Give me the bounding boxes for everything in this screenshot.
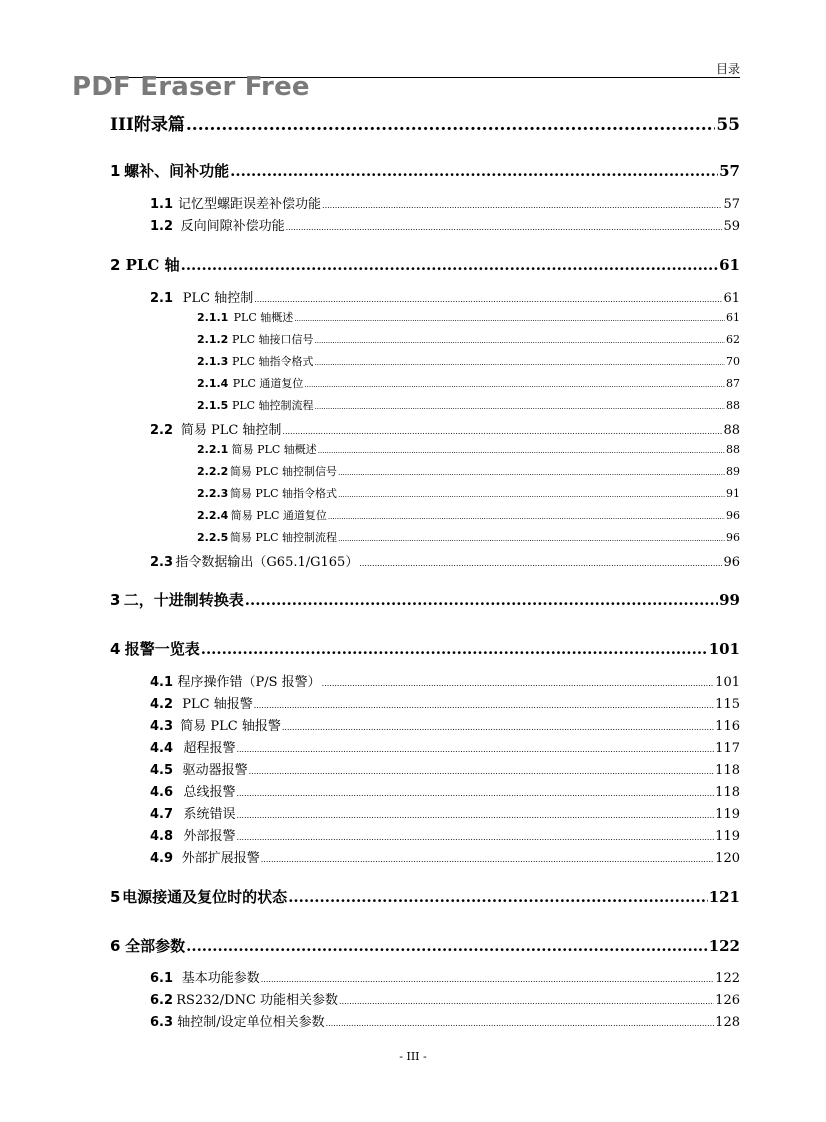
toc-entry-number: 1.2	[150, 219, 174, 234]
toc-entry-number: 4.6	[150, 785, 174, 800]
toc-entry-page: 96	[726, 509, 740, 522]
toc-dot-leader	[286, 219, 723, 234]
toc-entry-number: 6.3	[150, 1015, 174, 1030]
toc-entry-page: 116	[715, 719, 740, 734]
toc-entry-title: 螺补、间补功能	[124, 162, 230, 180]
toc-entry-number: 1	[110, 162, 121, 180]
toc-entry-title: PLC 轴报警	[182, 697, 253, 712]
toc-entry-number: 6.1	[150, 971, 174, 986]
toc-entry-page: 88	[723, 423, 740, 438]
toc-dot-leader	[186, 937, 708, 955]
toc-chapter-entry[interactable]	[110, 886, 740, 907]
toc-part-title: 附录篇	[133, 115, 185, 135]
toc-section-entry[interactable]	[150, 759, 740, 778]
toc-dot-leader	[318, 443, 725, 456]
toc-section-entry[interactable]	[150, 671, 740, 690]
toc-entry-number: 2.2	[150, 423, 174, 438]
toc-entry-title: PLC 轴接口信号	[231, 333, 314, 346]
toc-entry-title: 总线报警	[183, 785, 236, 800]
toc-entry-title: RS232/DNC 功能相关参数	[176, 993, 339, 1008]
toc-subsection-entry[interactable]	[197, 463, 740, 479]
toc-entry-title: 简易 PLC 轴控制流程	[229, 531, 338, 544]
toc-entry-title: 全部参数	[125, 937, 186, 955]
toc-subsection-entry[interactable]	[197, 485, 740, 501]
toc-entry-title: 电源接通及复位时的状态	[122, 888, 288, 906]
toc-section-entry[interactable]	[150, 715, 740, 734]
toc-entry-number: 4.4	[150, 741, 174, 756]
toc-entry-title: 报警一览表	[124, 640, 200, 658]
toc-dot-leader	[315, 333, 725, 346]
toc-dot-leader	[338, 487, 725, 500]
toc-entry-title: 指令数据输出（G65.1/G165）	[175, 555, 359, 570]
toc-entry-number: 2.2.4	[197, 509, 229, 522]
toc-entry-page: 118	[715, 763, 740, 778]
toc-section-entry[interactable]	[150, 781, 740, 800]
toc-dot-leader	[236, 829, 714, 844]
toc-entry-page: 115	[715, 697, 740, 712]
header-title: 目录	[715, 62, 740, 76]
watermark: PDF Eraser Free	[72, 72, 310, 102]
toc-section-entry[interactable]	[150, 1011, 740, 1030]
toc-part-number: III	[110, 115, 134, 135]
toc-entry-number: 2.1.3	[197, 355, 229, 368]
toc-subsection-entry[interactable]	[197, 331, 740, 347]
toc-entry-number: 3	[110, 591, 121, 609]
toc-section-entry[interactable]	[150, 215, 740, 234]
toc-section-entry[interactable]	[150, 967, 740, 986]
toc-entry-page: 70	[726, 355, 740, 368]
toc-entry-number: 2.1	[150, 291, 174, 306]
toc-entry-page: 59	[723, 219, 740, 234]
toc-section-entry[interactable]	[150, 551, 740, 570]
toc-dot-leader	[236, 741, 714, 756]
toc-entry-number: 4.5	[150, 763, 174, 778]
toc-entry-page: 61	[723, 291, 740, 306]
toc-entry-title: 简易 PLC 轴控制信号	[229, 465, 338, 478]
toc-entry-number: 1.1	[150, 197, 174, 212]
toc-section-entry[interactable]	[150, 847, 740, 866]
toc-dot-leader	[261, 851, 714, 866]
toc-entry-number: 4.1	[150, 675, 174, 690]
toc-entry-number: 2.2.1	[197, 443, 229, 456]
toc-section-entry[interactable]	[150, 989, 740, 1008]
toc-dot-leader	[328, 509, 725, 522]
toc-entry-title: 程序操作错（P/S 报警）	[177, 675, 321, 690]
toc-section-entry[interactable]	[150, 287, 740, 306]
toc-entry-number: 2.2.3	[197, 487, 229, 500]
toc-entry-page: 87	[726, 377, 740, 390]
toc-dot-leader	[186, 115, 715, 135]
toc-entry-title: 记忆型螺距误差补偿功能	[178, 197, 322, 212]
toc-entry-page: 57	[719, 162, 740, 180]
toc-entry-number: 2.2.2	[197, 465, 229, 478]
toc-entry-title: 反向间隙补偿功能	[180, 219, 285, 234]
toc-subsection-entry[interactable]	[197, 309, 740, 325]
toc-chapter-entry[interactable]	[110, 638, 740, 659]
toc-subsection-entry[interactable]	[197, 507, 740, 523]
toc-entry-title: PLC 轴指令格式	[231, 355, 314, 368]
toc-entry-page: 118	[715, 785, 740, 800]
toc-entry-number: 4.7	[150, 807, 174, 822]
toc-entry-title: 超程报警	[183, 741, 236, 756]
toc-entry-title: PLC 通道复位	[232, 377, 304, 390]
toc-dot-leader	[304, 377, 725, 390]
toc-dot-leader	[322, 675, 715, 690]
toc-section-entry[interactable]	[150, 419, 740, 438]
toc-dot-leader	[359, 555, 722, 570]
toc-dot-leader	[236, 785, 714, 800]
toc-entry-number: 6.2	[150, 993, 174, 1008]
toc-entry-title: 外部报警	[183, 829, 236, 844]
toc-entry-page: 57	[723, 197, 740, 212]
toc-dot-leader	[201, 640, 708, 658]
toc-entry-title: PLC 轴控制流程	[231, 399, 314, 412]
toc-entry-title: 二，十进制转换表	[123, 591, 244, 609]
toc-entry-page: 126	[715, 993, 740, 1008]
toc-section-entry[interactable]	[150, 193, 740, 212]
toc-entry-page: 119	[715, 829, 740, 844]
toc-entry-page: 89	[726, 465, 740, 478]
toc-entry-title: PLC 轴	[125, 256, 180, 274]
toc-entry-page: 122	[715, 971, 740, 986]
toc-dot-leader	[181, 256, 719, 274]
toc-dot-leader	[322, 197, 722, 212]
toc-entry-title: 轴控制/设定单位相关参数	[177, 1015, 325, 1030]
toc-entry-page: 121	[708, 888, 740, 906]
toc-entry-number: 5	[110, 888, 121, 906]
toc-entry-number: 2.3	[150, 555, 174, 570]
toc-entry-page: 62	[726, 333, 740, 346]
toc-chapter-entry[interactable]	[110, 254, 740, 275]
toc-dot-leader	[326, 1015, 715, 1030]
toc-dot-leader	[338, 465, 725, 478]
toc-entry-page: 88	[726, 399, 740, 412]
toc-entry-number: 4.8	[150, 829, 174, 844]
toc-dot-leader	[230, 162, 718, 180]
toc-dot-leader	[261, 971, 714, 986]
toc-dot-leader	[315, 355, 725, 368]
toc-entry-number: 2	[110, 256, 121, 274]
toc-entry-page: 128	[715, 1015, 740, 1030]
toc-dot-leader	[282, 719, 714, 734]
toc-section-entry[interactable]	[150, 737, 740, 756]
toc-dot-leader	[249, 763, 715, 778]
toc-entry-title: 简易 PLC 轴控制	[180, 423, 282, 438]
toc-entry-page: 88	[726, 443, 740, 456]
toc-entry-title: 外部扩展报警	[181, 851, 260, 866]
toc-entry-page: 96	[723, 555, 740, 570]
toc-entry-page: 101	[715, 675, 740, 690]
toc-section-entry[interactable]	[150, 825, 740, 844]
toc-section-entry[interactable]	[150, 693, 740, 712]
toc-entry-page: 117	[715, 741, 740, 756]
toc-dot-leader	[339, 993, 714, 1008]
toc-entry-page: 61	[719, 256, 740, 274]
toc-dot-leader	[254, 697, 714, 712]
toc-entry-number: 2.1.1	[197, 311, 229, 324]
toc-entry-page: 96	[726, 531, 740, 544]
toc-entry-number: 2.1.5	[197, 399, 229, 412]
toc-entry-number: 4.9	[150, 851, 174, 866]
toc-entry-page: 119	[715, 807, 740, 822]
toc-dot-leader	[254, 291, 722, 306]
toc-dot-leader	[282, 423, 722, 438]
page-number: - III -	[399, 1050, 427, 1063]
toc-entry-title: PLC 轴控制	[182, 291, 254, 306]
toc-entry-title: 基本功能参数	[181, 971, 260, 986]
toc-subsection-entry[interactable]	[197, 353, 740, 369]
toc-section-entry[interactable]	[150, 803, 740, 822]
toc-entry-number: 2.1.2	[197, 333, 229, 346]
toc-entry-number: 4.3	[150, 719, 174, 734]
toc-subsection-entry[interactable]	[197, 529, 740, 545]
toc-chapter-entry[interactable]	[110, 160, 740, 181]
toc-entry-page: 122	[708, 937, 740, 955]
toc-dot-leader	[294, 311, 725, 324]
toc-part-entry[interactable]	[110, 110, 740, 135]
toc-entry-number: 4	[110, 640, 121, 658]
toc-dot-leader	[236, 807, 714, 822]
toc-dot-leader	[315, 399, 725, 412]
toc-entry-title: 简易 PLC 通道复位	[230, 509, 327, 522]
toc-entry-page: 101	[708, 640, 740, 658]
toc-entry-page: 91	[726, 487, 740, 500]
toc-entry-title: PLC 轴概述	[233, 311, 294, 324]
toc-entry-number: 2.2.5	[197, 531, 229, 544]
toc-dot-leader	[245, 591, 718, 609]
toc-entry-number: 2.1.4	[197, 377, 229, 390]
toc-entry-title: 驱动器报警	[182, 763, 248, 778]
toc-dot-leader	[288, 888, 708, 906]
toc-dot-leader	[338, 531, 725, 544]
toc-entry-number: 6	[110, 937, 121, 955]
toc-entry-page: 61	[726, 311, 740, 324]
toc-entry-page: 120	[715, 851, 740, 866]
toc-part-page: 55	[716, 115, 740, 135]
toc-subsection-entry[interactable]	[197, 441, 740, 457]
toc-subsection-entry[interactable]	[197, 397, 740, 413]
toc-chapter-entry[interactable]	[110, 589, 740, 610]
toc-entry-title: 简易 PLC 轴指令格式	[229, 487, 338, 500]
toc-entry-title: 简易 PLC 轴概述	[231, 443, 317, 456]
toc-entry-page: 99	[719, 591, 740, 609]
toc-subsection-entry[interactable]	[197, 375, 740, 391]
toc-entry-title: 系统错误	[183, 807, 236, 822]
toc-entry-number: 4.2	[150, 697, 174, 712]
toc-entry-title: 简易 PLC 轴报警	[180, 719, 281, 734]
toc-chapter-entry[interactable]	[110, 935, 740, 956]
